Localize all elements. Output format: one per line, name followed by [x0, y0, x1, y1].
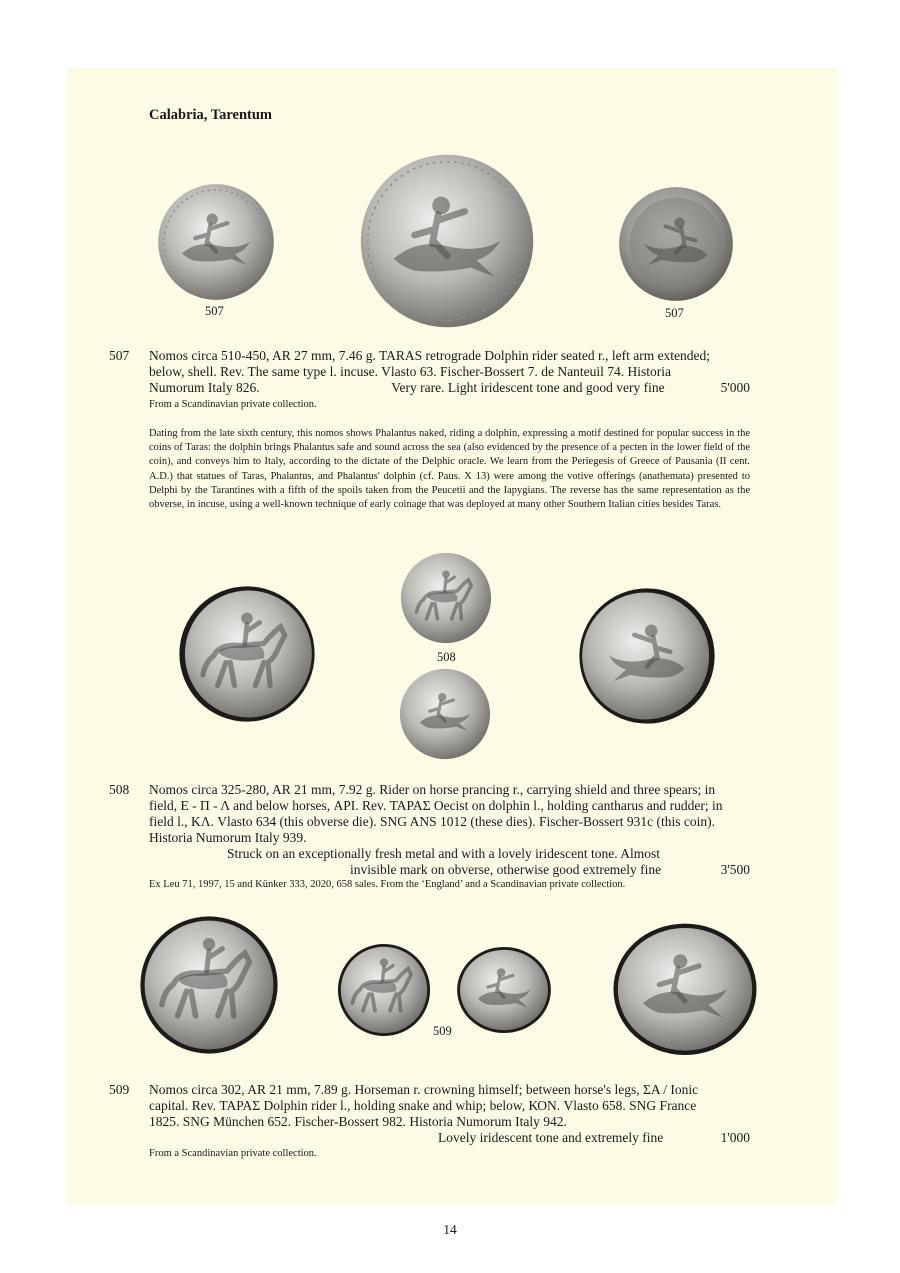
lot-number-508: 508 [109, 782, 130, 797]
page-number: 14 [443, 1222, 457, 1237]
price-509: 1'000 [720, 1130, 750, 1145]
price-508: 3'500 [720, 862, 750, 877]
provenance-508: Ex Leu 71, 1997, 15 and Künker 333, 2020, 658 sales. From the ‘England’ and a Scandinavian private collection. [149, 879, 626, 890]
lot-number-507: 507 [109, 348, 130, 363]
desc-line: below, shell. Rev. The same type l. incuse. Vlasto 63. Fischer-Bossert 7. de Nanteuil 74. Historia [149, 364, 672, 379]
figure-label-507-right: 507 [665, 306, 684, 320]
desc-line: field, Ε - Π - Λ and below horses, ΑΡΙ. Rev. ΤΑΡΑΣ Oecist on dolphin l., holding cantharus and rudder; in [149, 798, 723, 813]
coin-507-obverse-large-icon [359, 153, 535, 329]
lot-number-509: 509 [109, 1082, 130, 1097]
coin-508-reverse-large-icon [578, 587, 716, 725]
figure-label-509: 509 [433, 1024, 452, 1038]
coin-508-reverse-icon [399, 668, 491, 760]
grade-line: invisible mark on obverse, otherwise good extremely fine [350, 862, 662, 877]
desc-line: Nomos circa 325-280, AR 21 mm, 7.92 g. Rider on horse prancing r., carrying shield and three spears; in [149, 782, 716, 797]
desc-line: Nomos circa 510-450, AR 27 mm, 7.46 g. TARAS retrograde Dolphin rider seated r., left arm extended; [149, 348, 711, 363]
coin-507-obverse-icon [157, 183, 275, 301]
commentary-507: Dating from the late sixth century, this nomos shows Phalantus naked, riding a dolphin, expressing a motif destined for popular success in the coins of Taras: the dolphin brings Phalantus safe and sound across the sea (also evidenced by the presence of a pecten in the lower field of the coin), and conveys him to Italy, according to the dictate of the Delphic oracle. We learn from the Periegesis of Greece of Pausania (II cent. A.D.) that statues of Taras, Phalantus, and Phalantus' dolphin (cf. Paus. X 13) were among the votive offerings (anathemata) presented to Delphi by the Tarantines with a fifth of the spoils taken from the Peucetii and the Iapygians. The reverse has the same representation as the obverse, in incuse, using a well-known technique of early coinage that was deployed at many other Southern Italian cities besides Taras. [149, 428, 750, 511]
coin-508-obverse-icon [400, 552, 492, 644]
coin-509-obverse-large-icon [139, 915, 279, 1055]
coin-507-reverse-icon [618, 186, 734, 302]
lot-description-507 [149, 348, 750, 396]
figure-label-507-left: 507 [205, 304, 224, 318]
lot-description-509 [149, 1082, 750, 1146]
coin-509-reverse-large-icon [612, 922, 758, 1058]
lot-description-508 [149, 782, 750, 878]
desc-line: Numorum Italy 826. [149, 380, 260, 395]
desc-line: Historia Numorum Italy 939. [149, 830, 307, 845]
coin-509-reverse-icon [456, 946, 552, 1034]
coin-508-obverse-large-icon [178, 585, 316, 723]
grade-509: Lovely iridescent tone and extremely fine [438, 1130, 664, 1145]
desc-line: 1825. SNG München 652. Fischer-Bossert 982. Historia Numorum Italy 942. [149, 1114, 567, 1129]
desc-line: field l., ΚΛ. Vlasto 634 (this obverse die). SNG ANS 1012 (these dies). Fischer-Bossert 931c (this coin). [149, 814, 715, 829]
grade-507: Very rare. Light iridescent tone and good very fine [391, 380, 665, 395]
desc-line: capital. Rev. ΤΑΡΑΣ Dolphin rider l., holding snake and whip; below, ΚΟΝ. Vlasto 658. SNG France [149, 1098, 697, 1113]
figure-label-508: 508 [437, 650, 456, 664]
provenance-509: From a Scandinavian private collection. [149, 1148, 317, 1159]
provenance-507: From a Scandinavian private collection. [149, 399, 317, 410]
section-title: Calabria, Tarentum [149, 107, 273, 123]
price-507: 5'000 [720, 380, 750, 395]
coin-509-obverse-icon [337, 943, 431, 1037]
desc-line: Nomos circa 302, AR 21 mm, 7.89 g. Horseman r. crowning himself; between horse's legs, ΣΑ / Ionic [149, 1082, 699, 1097]
grade-line: Struck on an exceptionally fresh metal and with a lovely iridescent tone. Almost [227, 846, 661, 861]
